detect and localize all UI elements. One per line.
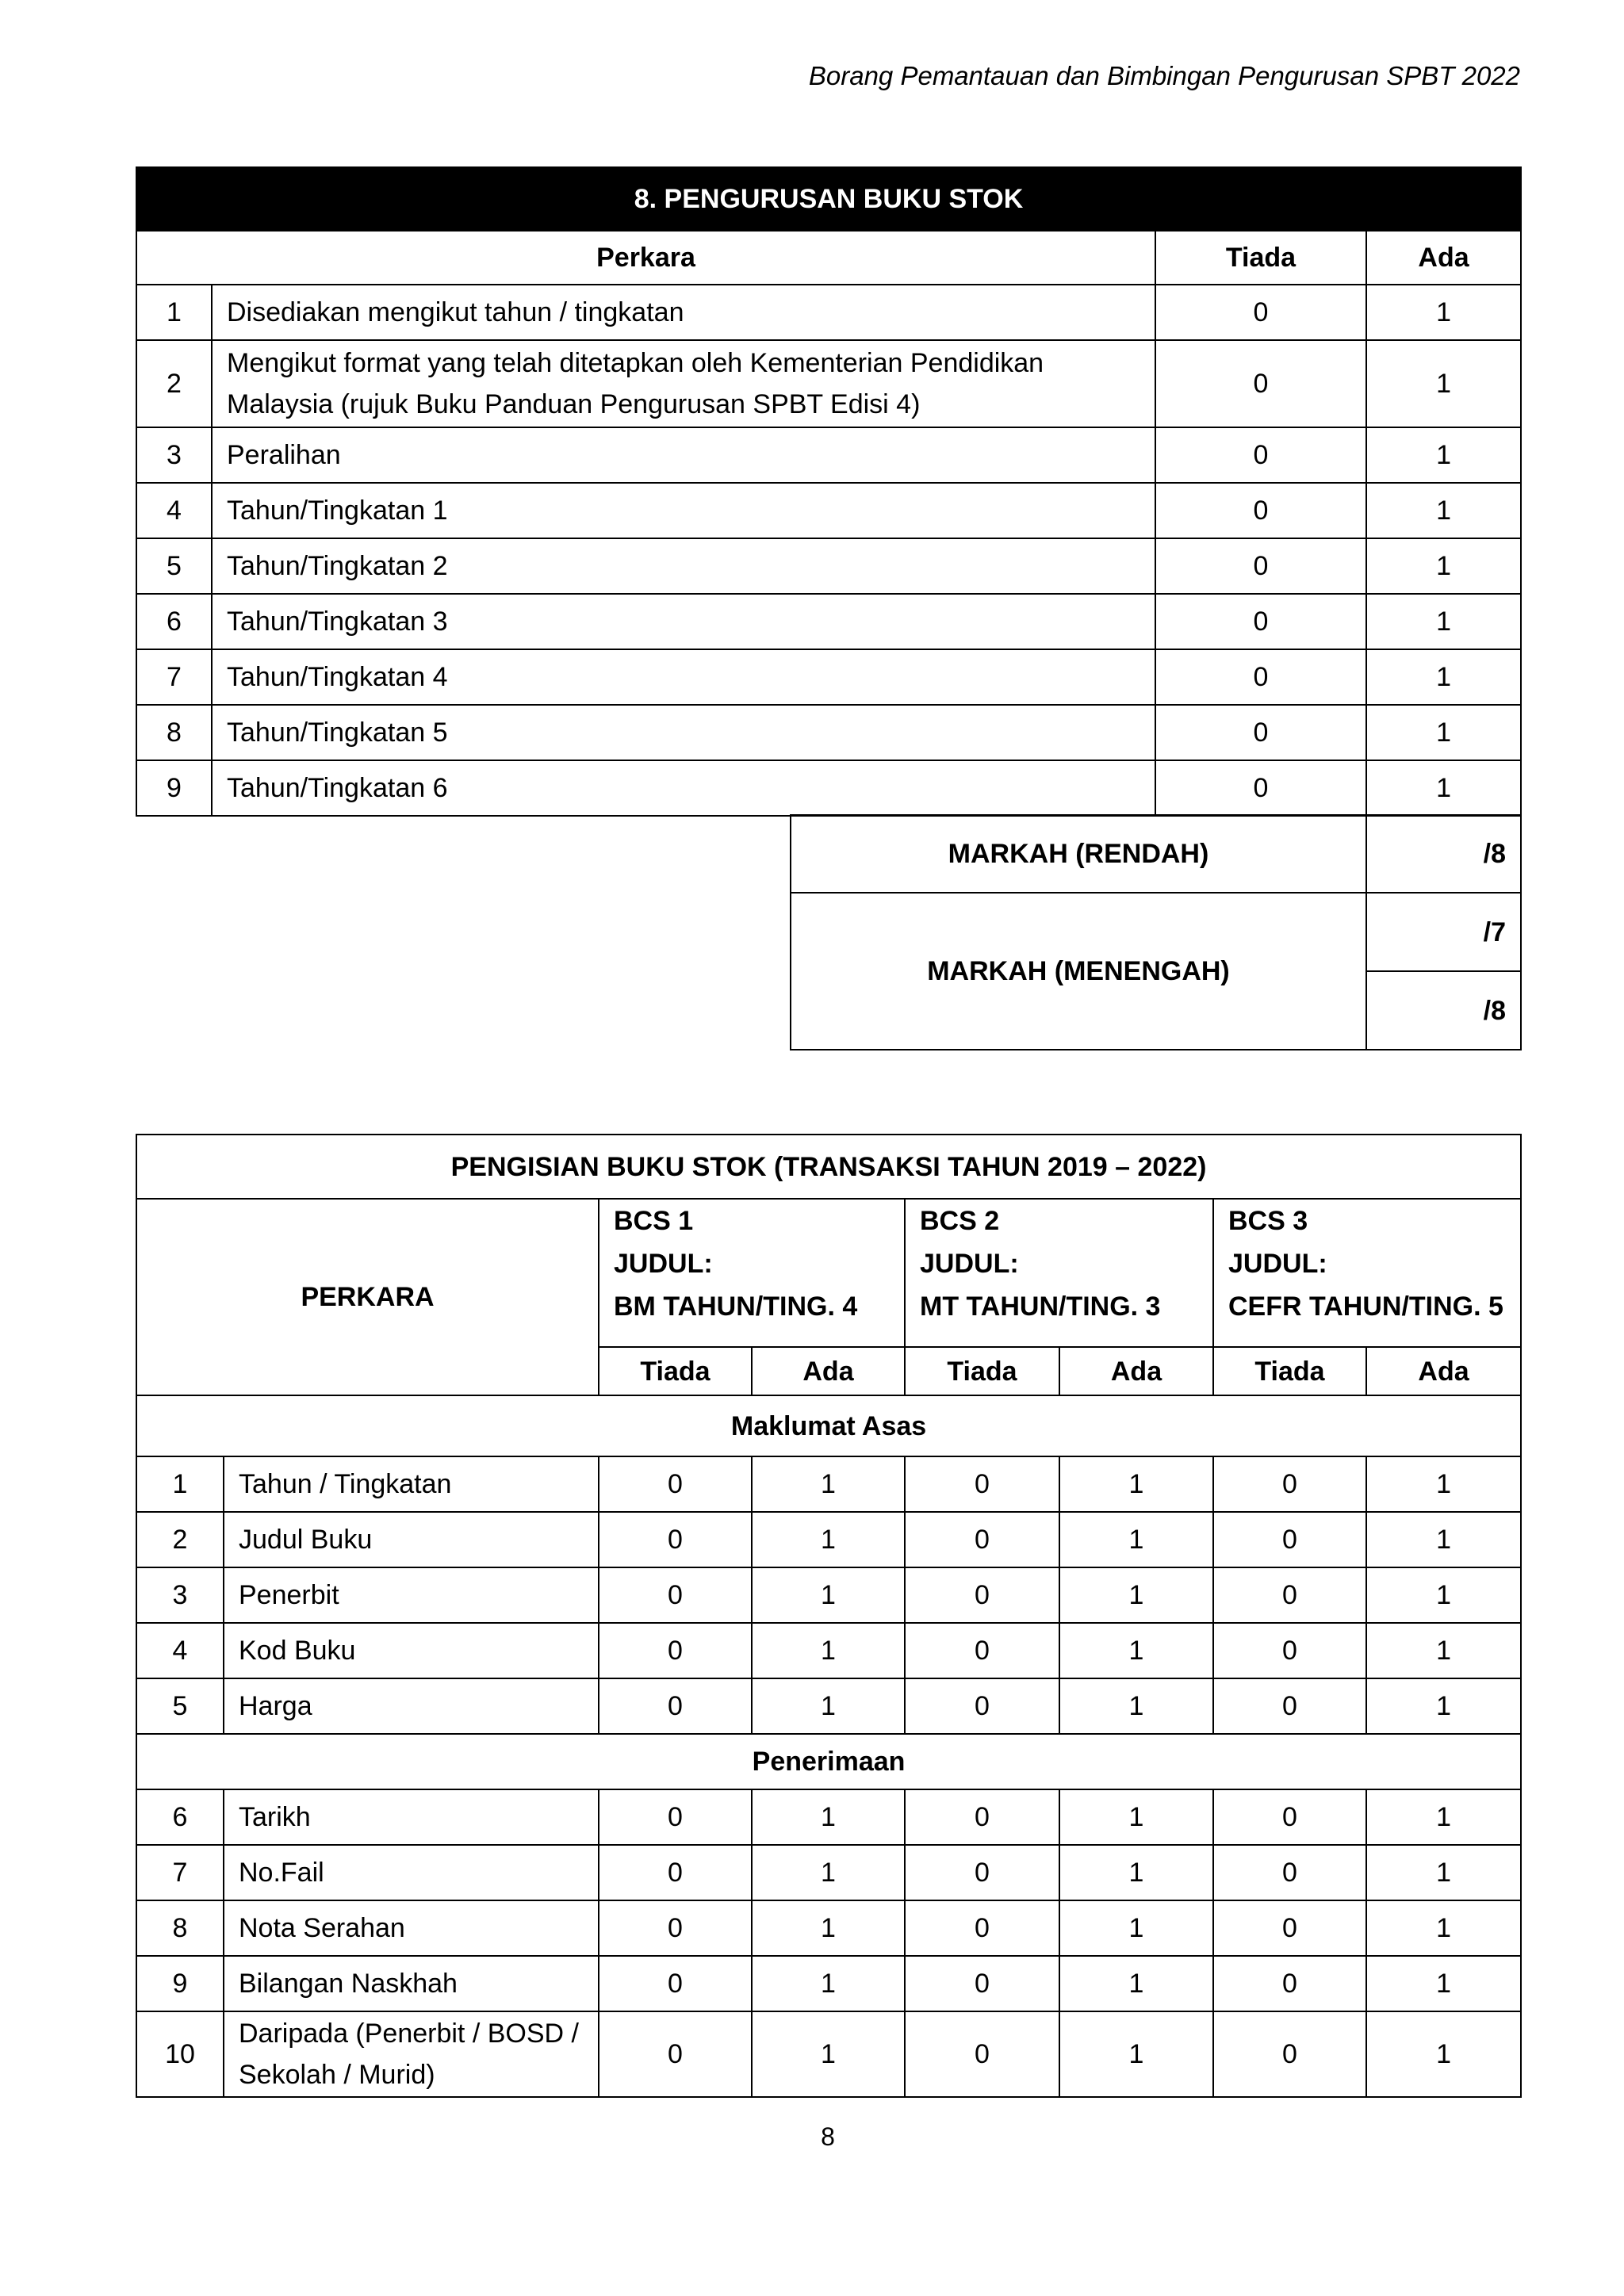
ada-score: 1 <box>1366 594 1521 649</box>
ada-score: 1 <box>1366 649 1521 705</box>
book-code: BCS 3 <box>1228 1206 1308 1236</box>
bcs1-ada-score: 1 <box>752 2011 905 2097</box>
bcs1-tiada-score: 0 <box>599 1900 752 1956</box>
document-header-title: Borang Pemantauan dan Bimbingan Pengurusan SPBT 2022 <box>808 61 1520 90</box>
tiada-score: 0 <box>1155 285 1366 340</box>
bcs3-tiada-score: 0 <box>1213 1678 1366 1734</box>
row-number: 6 <box>136 1789 224 1845</box>
tiada-score: 0 <box>1155 427 1366 483</box>
bcs2-tiada-score: 0 <box>905 1456 1059 1512</box>
item-label <box>224 1900 599 1956</box>
book-header-row <box>136 1199 1521 1347</box>
row-number: 7 <box>136 649 212 705</box>
book-code: BCS 1 <box>614 1206 694 1236</box>
item-label <box>212 285 1155 340</box>
group-title: Penerimaan <box>136 1734 1521 1789</box>
table-row <box>136 1900 1521 1956</box>
row-number: 4 <box>136 483 212 538</box>
item-label <box>212 594 1155 649</box>
bcs1-tiada-score: 0 <box>599 1678 752 1734</box>
bcs2-ada-score: 1 <box>1059 1845 1213 1900</box>
bcs1-ada-score: 1 <box>752 1512 905 1567</box>
table-row <box>136 1789 1521 1845</box>
bcs3-tiada-score: 0 <box>1213 1456 1366 1512</box>
book-title-label: JUDUL: <box>614 1249 713 1279</box>
row-number: 3 <box>136 427 212 483</box>
tiada-score: 0 <box>1155 705 1366 760</box>
group-header-row <box>136 1734 1521 1789</box>
bcs1-tiada-score: 0 <box>599 1623 752 1678</box>
bcs2-tiada-score: 0 <box>905 1567 1059 1623</box>
bcs2-ada-score: 1 <box>1059 1512 1213 1567</box>
bcs3-tiada-score: 0 <box>1213 1789 1366 1845</box>
row-number: 9 <box>136 1956 224 2011</box>
column-header-ada: Ada <box>752 1347 905 1395</box>
score-summary-table <box>790 814 1522 1050</box>
section-title-row <box>136 167 1521 231</box>
item-label-line: No.Fail <box>239 1858 324 1888</box>
item-label <box>224 1623 599 1678</box>
table-row <box>136 1567 1521 1623</box>
markah-rendah-score: /8 <box>1366 815 1521 893</box>
item-label-line: Bilangan Naskhah <box>239 1969 458 1999</box>
column-header-tiada: Tiada <box>905 1347 1059 1395</box>
item-label <box>224 1512 599 1567</box>
bcs1-tiada-score: 0 <box>599 1845 752 1900</box>
column-header-ada: Ada <box>1366 1347 1521 1395</box>
item-label-line: Judul Buku <box>239 1525 373 1555</box>
row-number: 2 <box>136 1512 224 1567</box>
table-row <box>136 538 1521 594</box>
column-header-row <box>136 231 1521 285</box>
bcs3-ada-score: 1 <box>1366 1789 1521 1845</box>
markah-rendah-label: MARKAH (RENDAH) <box>791 815 1366 893</box>
book-title-label: JUDUL: <box>1228 1249 1327 1279</box>
row-number: 1 <box>136 285 212 340</box>
bcs1-ada-score: 1 <box>752 1678 905 1734</box>
row-number: 5 <box>136 1678 224 1734</box>
table-row <box>136 285 1521 340</box>
group-title: Maklumat Asas <box>136 1395 1521 1456</box>
row-number: 8 <box>136 705 212 760</box>
bcs1-tiada-score: 0 <box>599 1789 752 1845</box>
item-label <box>224 1789 599 1845</box>
table-row <box>136 760 1521 816</box>
bcs3-ada-score: 1 <box>1366 1567 1521 1623</box>
group-header-row <box>136 1395 1521 1456</box>
table-title: PENGISIAN BUKU STOK (TRANSAKSI TAHUN 2019 – 2022) <box>136 1135 1521 1199</box>
bcs3-ada-score: 1 <box>1366 1900 1521 1956</box>
row-number: 9 <box>136 760 212 816</box>
bcs2-ada-score: 1 <box>1059 1456 1213 1512</box>
row-number: 3 <box>136 1567 224 1623</box>
table-row <box>136 483 1521 538</box>
bcs2-ada-score: 1 <box>1059 1567 1213 1623</box>
item-label <box>212 705 1155 760</box>
tiada-score: 0 <box>1155 483 1366 538</box>
item-label-line: Harga <box>239 1691 312 1721</box>
row-number: 1 <box>136 1456 224 1512</box>
bcs2-tiada-score: 0 <box>905 1789 1059 1845</box>
table-row <box>136 340 1521 427</box>
item-label-line: Penerbit <box>239 1580 339 1610</box>
table-title-row <box>136 1135 1521 1199</box>
column-header-ada: Ada <box>1366 231 1521 285</box>
table-row <box>136 705 1521 760</box>
tiada-score: 0 <box>1155 649 1366 705</box>
item-label <box>212 649 1155 705</box>
table-row <box>136 1845 1521 1900</box>
row-number: 8 <box>136 1900 224 1956</box>
book-title: BM TAHUN/TING. 4 <box>614 1292 858 1322</box>
item-label <box>224 1845 599 1900</box>
item-label-line: Mengikut format yang telah ditetapkan oleh Kementerian Pendidikan <box>227 348 1044 378</box>
column-header-perkara: PERKARA <box>136 1199 599 1395</box>
item-label-line: Tahun/Tingkatan 5 <box>227 718 448 748</box>
column-header-tiada: Tiada <box>599 1347 752 1395</box>
bcs1-tiada-score: 0 <box>599 1456 752 1512</box>
item-label <box>224 1456 599 1512</box>
tiada-score: 0 <box>1155 340 1366 427</box>
book-title: MT TAHUN/TING. 3 <box>920 1292 1161 1322</box>
row-number: 10 <box>136 2011 224 2097</box>
item-label <box>212 760 1155 816</box>
table-row <box>136 2011 1521 2097</box>
item-label <box>212 538 1155 594</box>
score-row <box>791 815 1521 893</box>
bcs2-ada-score: 1 <box>1059 1900 1213 1956</box>
item-label-line: Malaysia (rujuk Buku Panduan Pengurusan SPBT Edisi 4) <box>227 389 921 419</box>
book-title-label: JUDUL: <box>920 1249 1019 1279</box>
bcs3-ada-score: 1 <box>1366 1456 1521 1512</box>
item-label <box>224 2011 599 2097</box>
table-row <box>136 1512 1521 1567</box>
bcs1-tiada-score: 0 <box>599 1567 752 1623</box>
bcs1-ada-score: 1 <box>752 1900 905 1956</box>
bcs3-ada-score: 1 <box>1366 1623 1521 1678</box>
bcs3-ada-score: 1 <box>1366 1845 1521 1900</box>
stock-book-checklist-table <box>136 166 1522 817</box>
ada-score: 1 <box>1366 705 1521 760</box>
column-header-tiada: Tiada <box>1213 1347 1366 1395</box>
bcs1-tiada-score: 0 <box>599 1956 752 2011</box>
item-label-line: Sekolah / Murid) <box>239 2060 435 2090</box>
row-number: 7 <box>136 1845 224 1900</box>
ada-score: 1 <box>1366 483 1521 538</box>
book-header-bcs3 <box>1213 1199 1521 1347</box>
table-row <box>136 427 1521 483</box>
item-label <box>224 1956 599 2011</box>
score-summary <box>790 814 1520 1050</box>
section-title: 8. PENGURUSAN BUKU STOK <box>136 167 1521 231</box>
bcs2-tiada-score: 0 <box>905 2011 1059 2097</box>
bcs3-tiada-score: 0 <box>1213 1512 1366 1567</box>
item-label <box>212 340 1155 427</box>
item-label <box>224 1567 599 1623</box>
book-title: CEFR TAHUN/TING. 5 <box>1228 1292 1503 1322</box>
bcs1-ada-score: 1 <box>752 1567 905 1623</box>
book-code: BCS 2 <box>920 1206 1000 1236</box>
ada-score: 1 <box>1366 538 1521 594</box>
bcs2-tiada-score: 0 <box>905 1512 1059 1567</box>
table-row <box>136 594 1521 649</box>
tiada-score: 0 <box>1155 538 1366 594</box>
item-label-line: Nota Serahan <box>239 1913 405 1943</box>
table-row <box>136 1456 1521 1512</box>
bcs1-tiada-score: 0 <box>599 2011 752 2097</box>
bcs2-tiada-score: 0 <box>905 1678 1059 1734</box>
item-label-line: Tarikh <box>239 1802 311 1832</box>
bcs2-tiada-score: 0 <box>905 1956 1059 2011</box>
book-header-bcs2 <box>905 1199 1213 1347</box>
bcs1-ada-score: 1 <box>752 1956 905 2011</box>
bcs3-ada-score: 1 <box>1366 1678 1521 1734</box>
bcs2-ada-score: 1 <box>1059 2011 1213 2097</box>
row-number: 4 <box>136 1623 224 1678</box>
item-label <box>212 427 1155 483</box>
table-row <box>136 649 1521 705</box>
item-label-line: Kod Buku <box>239 1636 356 1666</box>
bcs3-tiada-score: 0 <box>1213 2011 1366 2097</box>
bcs3-ada-score: 1 <box>1366 1512 1521 1567</box>
bcs1-ada-score: 1 <box>752 1789 905 1845</box>
page-number: 8 <box>821 2122 835 2151</box>
column-header-perkara: Perkara <box>136 231 1155 285</box>
ada-score: 1 <box>1366 427 1521 483</box>
item-label-line: Tahun/Tingkatan 3 <box>227 607 448 637</box>
bcs1-ada-score: 1 <box>752 1845 905 1900</box>
markah-menengah-label: MARKAH (MENENGAH) <box>791 893 1366 1050</box>
item-label-line: Tahun/Tingkatan 1 <box>227 496 448 526</box>
bcs2-ada-score: 1 <box>1059 1789 1213 1845</box>
column-header-ada: Ada <box>1059 1347 1213 1395</box>
bcs3-tiada-score: 0 <box>1213 1845 1366 1900</box>
bcs1-tiada-score: 0 <box>599 1512 752 1567</box>
item-label-line: Tahun / Tingkatan <box>239 1469 452 1499</box>
bcs2-ada-score: 1 <box>1059 1623 1213 1678</box>
tiada-score: 0 <box>1155 594 1366 649</box>
item-label-line: Tahun/Tingkatan 6 <box>227 773 448 803</box>
item-label-line: Disediakan mengikut tahun / tingkatan <box>227 297 684 327</box>
stock-entry-table <box>136 1134 1522 2098</box>
column-header-tiada: Tiada <box>1155 231 1366 285</box>
stock-entry-section <box>136 1134 1520 2098</box>
bcs2-tiada-score: 0 <box>905 1845 1059 1900</box>
item-label-line: Daripada (Penerbit / BOSD / <box>239 2019 579 2049</box>
bcs3-tiada-score: 0 <box>1213 1623 1366 1678</box>
bcs3-tiada-score: 0 <box>1213 1956 1366 2011</box>
item-label-line: Tahun/Tingkatan 4 <box>227 662 448 692</box>
row-number: 5 <box>136 538 212 594</box>
stock-book-management-section <box>136 166 1520 817</box>
score-row <box>791 893 1521 971</box>
bcs3-tiada-score: 0 <box>1213 1567 1366 1623</box>
bcs2-tiada-score: 0 <box>905 1623 1059 1678</box>
bcs3-tiada-score: 0 <box>1213 1900 1366 1956</box>
table-row <box>136 1956 1521 2011</box>
table-row <box>136 1623 1521 1678</box>
bcs2-ada-score: 1 <box>1059 1956 1213 2011</box>
item-label <box>212 483 1155 538</box>
bcs2-ada-score: 1 <box>1059 1678 1213 1734</box>
item-label-line: Tahun/Tingkatan 2 <box>227 551 448 581</box>
markah-menengah-score: /7 <box>1366 893 1521 971</box>
item-label <box>224 1678 599 1734</box>
ada-score: 1 <box>1366 760 1521 816</box>
tiada-score: 0 <box>1155 760 1366 816</box>
markah-menengah-score: /8 <box>1366 971 1521 1050</box>
ada-score: 1 <box>1366 285 1521 340</box>
bcs1-ada-score: 1 <box>752 1456 905 1512</box>
table-row <box>136 1678 1521 1734</box>
bcs3-ada-score: 1 <box>1366 2011 1521 2097</box>
book-header-bcs1 <box>599 1199 905 1347</box>
bcs1-ada-score: 1 <box>752 1623 905 1678</box>
row-number: 2 <box>136 340 212 427</box>
ada-score: 1 <box>1366 340 1521 427</box>
row-number: 6 <box>136 594 212 649</box>
item-label-line: Peralihan <box>227 440 341 470</box>
bcs2-tiada-score: 0 <box>905 1900 1059 1956</box>
bcs3-ada-score: 1 <box>1366 1956 1521 2011</box>
